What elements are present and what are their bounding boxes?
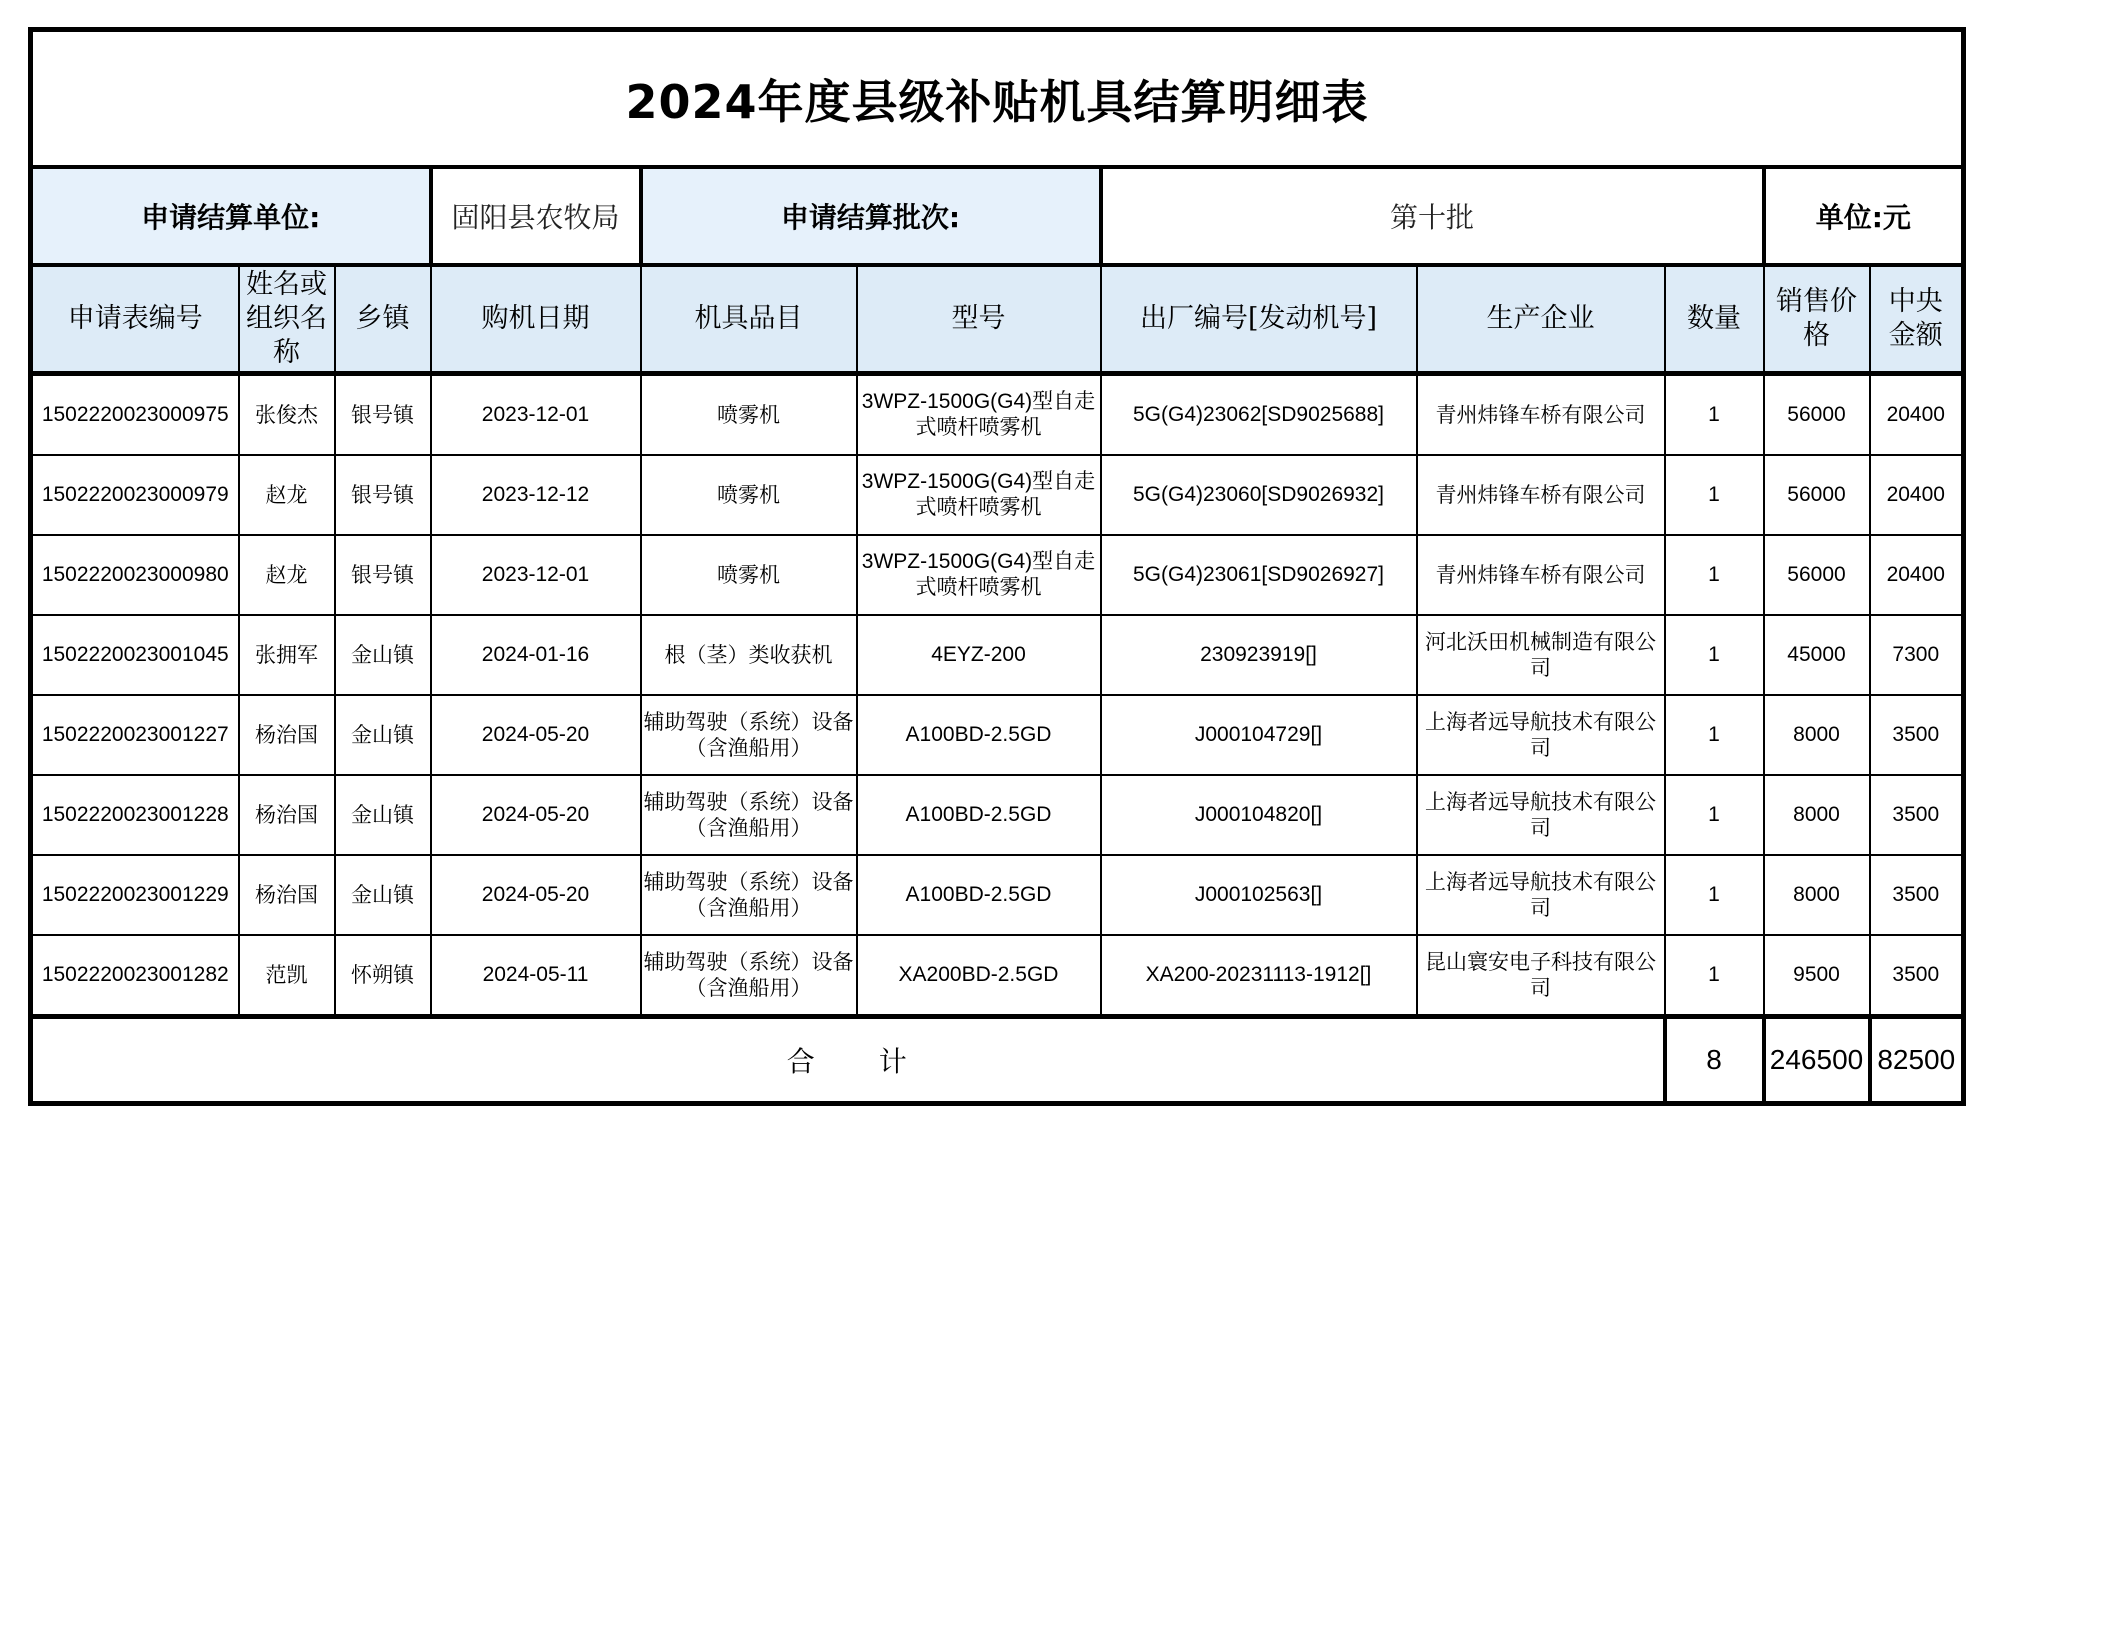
cell-model: A100BD-2.5GD <box>857 855 1101 935</box>
cell-sale-price: 56000 <box>1764 535 1870 615</box>
column-header-sale-price: 销售价格 <box>1764 265 1870 374</box>
table-row <box>31 855 1964 935</box>
cell-township: 银号镇 <box>335 455 431 535</box>
cell-application-id: 1502220023001229 <box>31 855 239 935</box>
cell-purchase-date: 2024-01-16 <box>431 615 641 695</box>
cell-sale-price: 8000 <box>1764 855 1870 935</box>
cell-applicant-name: 杨治国 <box>239 855 335 935</box>
cell-serial-number: J000102563[] <box>1101 855 1417 935</box>
cell-central-amount: 20400 <box>1870 455 1964 535</box>
cell-model: 4EYZ-200 <box>857 615 1101 695</box>
cell-manufacturer: 上海者远导航技术有限公司 <box>1417 855 1665 935</box>
currency-label: 单位:元 <box>1764 167 1964 265</box>
cell-manufacturer: 河北沃田机械制造有限公司 <box>1417 615 1665 695</box>
cell-township: 怀朔镇 <box>335 935 431 1017</box>
cell-applicant-name: 赵龙 <box>239 455 335 535</box>
cell-sale-price: 9500 <box>1764 935 1870 1017</box>
cell-serial-number: 230923919[] <box>1101 615 1417 695</box>
cell-township: 金山镇 <box>335 615 431 695</box>
column-header-manufacturer: 生产企业 <box>1417 265 1665 374</box>
cell-purchase-date: 2024-05-11 <box>431 935 641 1017</box>
unit-label: 申请结算单位: <box>31 167 431 265</box>
cell-category: 辅助驾驶（系统）设备（含渔船用） <box>641 775 857 855</box>
column-header-category: 机具品目 <box>641 265 857 374</box>
cell-sale-price: 45000 <box>1764 615 1870 695</box>
cell-quantity: 1 <box>1665 455 1764 535</box>
cell-manufacturer: 青州炜锋车桥有限公司 <box>1417 535 1665 615</box>
cell-township: 金山镇 <box>335 695 431 775</box>
cell-purchase-date: 2024-05-20 <box>431 775 641 855</box>
settlement-sheet <box>28 27 1961 1106</box>
total-label: 合计 <box>31 1017 1665 1104</box>
cell-quantity: 1 <box>1665 935 1764 1017</box>
cell-application-id: 1502220023000980 <box>31 535 239 615</box>
cell-central-amount: 3500 <box>1870 855 1964 935</box>
cell-sale-price: 8000 <box>1764 695 1870 775</box>
page-title: 2024年度县级补贴机具结算明细表 <box>31 30 1964 168</box>
column-header-quantity: 数量 <box>1665 265 1764 374</box>
table-row <box>31 935 1964 1017</box>
column-header-row <box>31 265 1964 374</box>
cell-purchase-date: 2024-05-20 <box>431 695 641 775</box>
cell-township: 银号镇 <box>335 535 431 615</box>
cell-quantity: 1 <box>1665 374 1764 456</box>
cell-category: 辅助驾驶（系统）设备（含渔船用） <box>641 855 857 935</box>
cell-applicant-name: 赵龙 <box>239 535 335 615</box>
cell-model: 3WPZ-1500G(G4)型自走式喷杆喷雾机 <box>857 535 1101 615</box>
cell-quantity: 1 <box>1665 775 1764 855</box>
cell-central-amount: 20400 <box>1870 535 1964 615</box>
batch-label: 申请结算批次: <box>641 167 1101 265</box>
batch-value: 第十批 <box>1101 167 1764 265</box>
cell-serial-number: J000104820[] <box>1101 775 1417 855</box>
table-row <box>31 535 1964 615</box>
cell-category: 根（茎）类收获机 <box>641 615 857 695</box>
cell-central-amount: 3500 <box>1870 935 1964 1017</box>
cell-model: A100BD-2.5GD <box>857 775 1101 855</box>
cell-applicant-name: 杨治国 <box>239 775 335 855</box>
column-header-township: 乡镇 <box>335 265 431 374</box>
cell-serial-number: 5G(G4)23061[SD9026927] <box>1101 535 1417 615</box>
cell-manufacturer: 青州炜锋车桥有限公司 <box>1417 455 1665 535</box>
cell-category: 辅助驾驶（系统）设备（含渔船用） <box>641 935 857 1017</box>
cell-model: XA200BD-2.5GD <box>857 935 1101 1017</box>
cell-manufacturer: 上海者远导航技术有限公司 <box>1417 695 1665 775</box>
total-row <box>31 1017 1964 1104</box>
cell-application-id: 1502220023001228 <box>31 775 239 855</box>
cell-category: 喷雾机 <box>641 455 857 535</box>
cell-serial-number: J000104729[] <box>1101 695 1417 775</box>
table-row <box>31 775 1964 855</box>
cell-application-id: 1502220023000979 <box>31 455 239 535</box>
settlement-table <box>28 27 1966 1106</box>
cell-serial-number: 5G(G4)23062[SD9025688] <box>1101 374 1417 456</box>
cell-application-id: 1502220023000975 <box>31 374 239 456</box>
cell-manufacturer: 上海者远导航技术有限公司 <box>1417 775 1665 855</box>
cell-serial-number: XA200-20231113-1912[] <box>1101 935 1417 1017</box>
cell-manufacturer: 昆山寰安电子科技有限公司 <box>1417 935 1665 1017</box>
cell-applicant-name: 范凯 <box>239 935 335 1017</box>
column-header-serial-number: 出厂编号[发动机号] <box>1101 265 1417 374</box>
cell-central-amount: 3500 <box>1870 775 1964 855</box>
cell-sale-price: 8000 <box>1764 775 1870 855</box>
unit-value: 固阳县农牧局 <box>431 167 641 265</box>
cell-category: 辅助驾驶（系统）设备（含渔船用） <box>641 695 857 775</box>
cell-applicant-name: 杨治国 <box>239 695 335 775</box>
total-quantity: 8 <box>1665 1017 1764 1104</box>
cell-model: 3WPZ-1500G(G4)型自走式喷杆喷雾机 <box>857 455 1101 535</box>
cell-applicant-name: 张拥军 <box>239 615 335 695</box>
cell-serial-number: 5G(G4)23060[SD9026932] <box>1101 455 1417 535</box>
table-row <box>31 455 1964 535</box>
cell-purchase-date: 2023-12-12 <box>431 455 641 535</box>
cell-application-id: 1502220023001045 <box>31 615 239 695</box>
cell-sale-price: 56000 <box>1764 374 1870 456</box>
cell-manufacturer: 青州炜锋车桥有限公司 <box>1417 374 1665 456</box>
column-header-name: 姓名或组织名称 <box>239 265 335 374</box>
total-central-amount: 82500 <box>1870 1017 1964 1104</box>
cell-purchase-date: 2023-12-01 <box>431 535 641 615</box>
column-header-purchase-date: 购机日期 <box>431 265 641 374</box>
table-row <box>31 374 1964 456</box>
cell-category: 喷雾机 <box>641 535 857 615</box>
cell-township: 金山镇 <box>335 855 431 935</box>
cell-application-id: 1502220023001227 <box>31 695 239 775</box>
cell-township: 金山镇 <box>335 775 431 855</box>
cell-model: 3WPZ-1500G(G4)型自走式喷杆喷雾机 <box>857 374 1101 456</box>
total-price: 246500 <box>1764 1017 1870 1104</box>
column-header-central-amount: 中央金额 <box>1870 265 1964 374</box>
cell-sale-price: 56000 <box>1764 455 1870 535</box>
cell-applicant-name: 张俊杰 <box>239 374 335 456</box>
cell-application-id: 1502220023001282 <box>31 935 239 1017</box>
cell-quantity: 1 <box>1665 695 1764 775</box>
table-row <box>31 615 1964 695</box>
cell-central-amount: 7300 <box>1870 615 1964 695</box>
cell-township: 银号镇 <box>335 374 431 456</box>
cell-category: 喷雾机 <box>641 374 857 456</box>
cell-quantity: 1 <box>1665 615 1764 695</box>
column-header-application-id: 申请表编号 <box>31 265 239 374</box>
cell-purchase-date: 2023-12-01 <box>431 374 641 456</box>
cell-quantity: 1 <box>1665 535 1764 615</box>
cell-central-amount: 3500 <box>1870 695 1964 775</box>
cell-purchase-date: 2024-05-20 <box>431 855 641 935</box>
cell-quantity: 1 <box>1665 855 1764 935</box>
column-header-model: 型号 <box>857 265 1101 374</box>
table-row <box>31 695 1964 775</box>
cell-central-amount: 20400 <box>1870 374 1964 456</box>
cell-model: A100BD-2.5GD <box>857 695 1101 775</box>
